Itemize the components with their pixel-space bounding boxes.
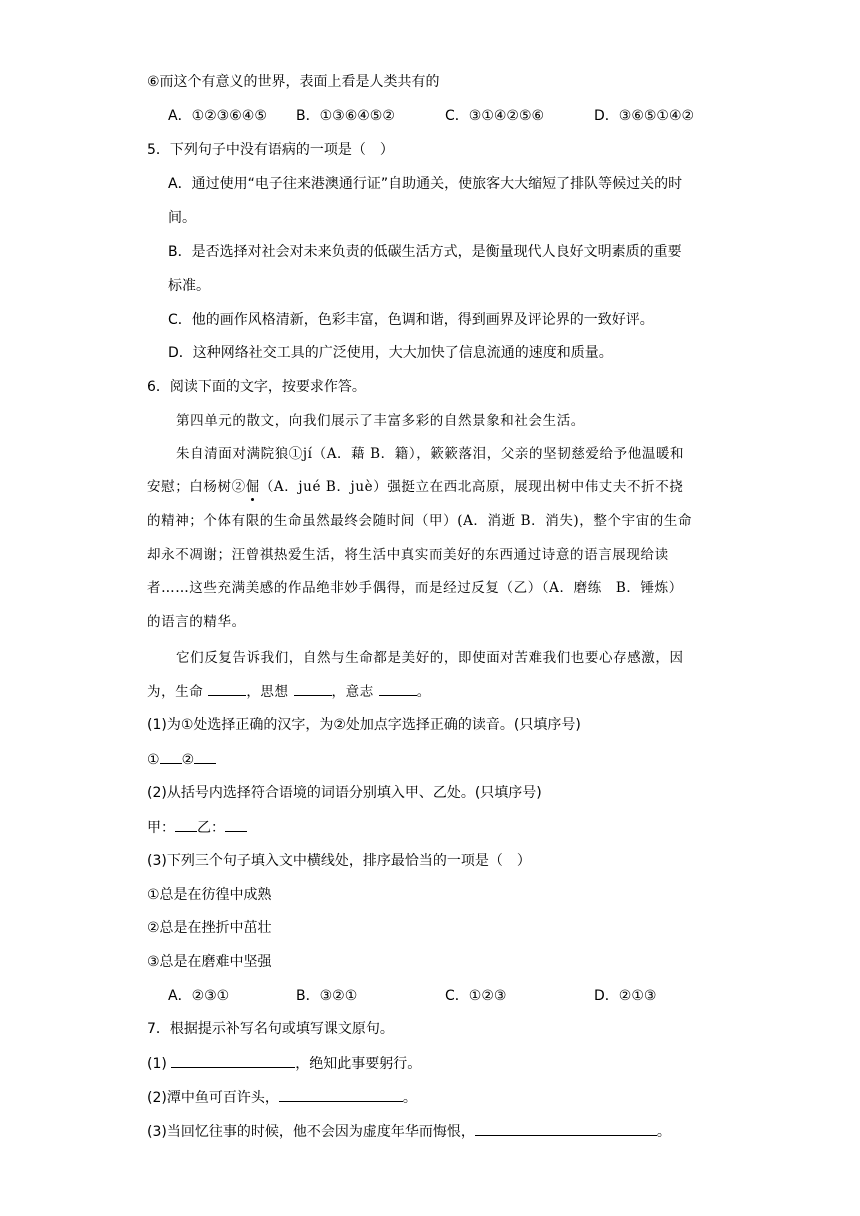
passage-para-2-line-2 xyxy=(147,477,683,497)
q5-option-d[interactable]: D．这种网络社交工具的广泛使用，大大加快了信息流通的速度和质量。 xyxy=(168,345,613,361)
q6-option-c[interactable]: C．①②③ xyxy=(445,988,507,1004)
q6-sub-3-sentence-1: ①总是在彷徨中成熟 xyxy=(147,887,272,903)
label: ② xyxy=(181,752,195,768)
passage-para-2-line-4: 却永不凋谢；汪曾祺热爱生活，将生活中真实而美好的东西通过诗意的语言展现给读 xyxy=(147,547,669,563)
q5-option-b[interactable]: B．是否选择对社会对未来负责的低碳生活方式，是衡量现代人良好文明素质的重要 xyxy=(168,244,682,260)
label: 乙： xyxy=(197,820,225,836)
label: 甲： xyxy=(147,820,175,836)
answer-blank-q7-1[interactable] xyxy=(171,1053,295,1068)
q6-option-d[interactable]: D．②①③ xyxy=(594,988,657,1004)
answer-blank-3[interactable] xyxy=(379,681,417,696)
passage-para-3-line-1: 它们反复告诉我们，自然与生命都是美好的，即使面对苦难我们也要心存感激，因 xyxy=(176,650,684,666)
dotted-char: 倔 xyxy=(245,479,260,495)
q6-sub-2: (2)从括号内选择符合语境的词语分别填入甲、乙处。(只填序号) xyxy=(147,785,542,801)
passage-text: ，思想 xyxy=(246,684,289,700)
verse-text: (3)当回忆往事的时候，他不会因为虚度年华而悔恨， xyxy=(147,1124,475,1140)
passage-text: 安慰；白杨树② xyxy=(147,479,246,495)
q4-option-d[interactable]: D．③⑥⑤①④② xyxy=(594,108,695,124)
answer-blank-2[interactable] xyxy=(294,681,332,696)
q6-sub-3: (3)下列三个句子填入文中横线处，排序最恰当的一项是（ ） xyxy=(147,853,531,869)
q5-option-a-cont: 间。 xyxy=(168,210,196,226)
verse-text: 。 xyxy=(402,1090,417,1106)
q5-option-b-cont: 标准。 xyxy=(168,278,210,294)
q7-line-2 xyxy=(147,1087,417,1108)
q5-stem: 5．下列句子中没有语病的一项是（ ） xyxy=(147,142,394,158)
passage-text: （A．jué B．juè）强挺立在西北高原，展现出树中伟丈夫不折不挠 xyxy=(259,479,684,495)
q5-option-c[interactable]: C．他的画作风格清新，色彩丰富，色调和谐，得到画界及评论界的一致好评。 xyxy=(168,312,654,328)
q6-sub-1-answer xyxy=(147,749,216,770)
option-line-6: ⑥而这个有意义的世界，表面上看是人类共有的 xyxy=(147,74,440,90)
q6-sub-3-sentence-2: ②总是在挫折中茁壮 xyxy=(147,920,272,936)
label: ① xyxy=(147,752,160,768)
passage-para-1: 第四单元的散文，向我们展示了丰富多彩的自然景象和社会生活。 xyxy=(176,413,585,429)
answer-blank-1[interactable] xyxy=(208,681,246,696)
passage-text: ，意志 xyxy=(331,684,374,700)
answer-blank-q7-2[interactable] xyxy=(279,1087,403,1102)
q6-stem: 6．阅读下面的文字，按要求作答。 xyxy=(147,379,366,395)
q7-stem: 7．根据提示补写名句或填写课文原句。 xyxy=(147,1021,394,1037)
answer-blank-1-2[interactable] xyxy=(194,749,216,764)
passage-text: 为，生命 xyxy=(147,684,204,700)
q7-line-1 xyxy=(147,1053,421,1074)
verse-text: (2)潭中鱼可百许头， xyxy=(147,1090,279,1106)
passage-para-2-line-6: 的语言的精华。 xyxy=(147,614,246,630)
label: (1) xyxy=(147,1056,167,1072)
answer-blank-jia[interactable] xyxy=(175,817,197,832)
answer-blank-1-1[interactable] xyxy=(160,749,182,764)
q4-option-c[interactable]: C．③①④②⑤⑥ xyxy=(445,108,545,124)
q4-option-a[interactable]: A．①②③⑥④⑤ xyxy=(168,108,267,124)
passage-text: 。 xyxy=(416,684,431,700)
passage-para-2-line-1: 朱自清面对满院狼①jí（A．藉 B．籍），簌簌落泪，父亲的坚韧慈爱给予他温暖和 xyxy=(176,446,685,462)
q4-option-b[interactable]: B．①③⑥④⑤② xyxy=(296,108,395,124)
passage-para-3-line-2 xyxy=(147,681,431,702)
answer-blank-q7-3[interactable] xyxy=(475,1121,657,1136)
q6-sub-1: (1)为①处选择正确的汉字，为②处加点字选择正确的读音。(只填序号) xyxy=(147,717,581,733)
q6-sub-3-sentence-3: ③总是在磨难中坚强 xyxy=(147,954,272,970)
passage-para-2-line-5: 者……这些充满美感的作品绝非妙手偶得，而是经过反复（乙）（A．磨练 B．锤炼） xyxy=(147,580,683,596)
passage-para-2-line-3: 的精神；个体有限的生命虽然最终会随时间（甲）(A．消逝 B．消失)，整个宇宙的生命 xyxy=(147,513,693,529)
q6-option-b[interactable]: B．③②① xyxy=(296,988,358,1004)
q7-line-3 xyxy=(147,1121,671,1142)
q5-option-a[interactable]: A．通过使用“电子往来港澳通行证”自助通关，使旅客大大缩短了排队等候过关的时 xyxy=(168,176,683,192)
verse-text: ，绝知此事要躬行。 xyxy=(295,1056,422,1072)
q6-sub-2-answer xyxy=(147,817,247,838)
q6-option-a[interactable]: A．②③① xyxy=(168,988,230,1004)
answer-blank-yi[interactable] xyxy=(225,817,247,832)
verse-text: 。 xyxy=(656,1124,671,1140)
